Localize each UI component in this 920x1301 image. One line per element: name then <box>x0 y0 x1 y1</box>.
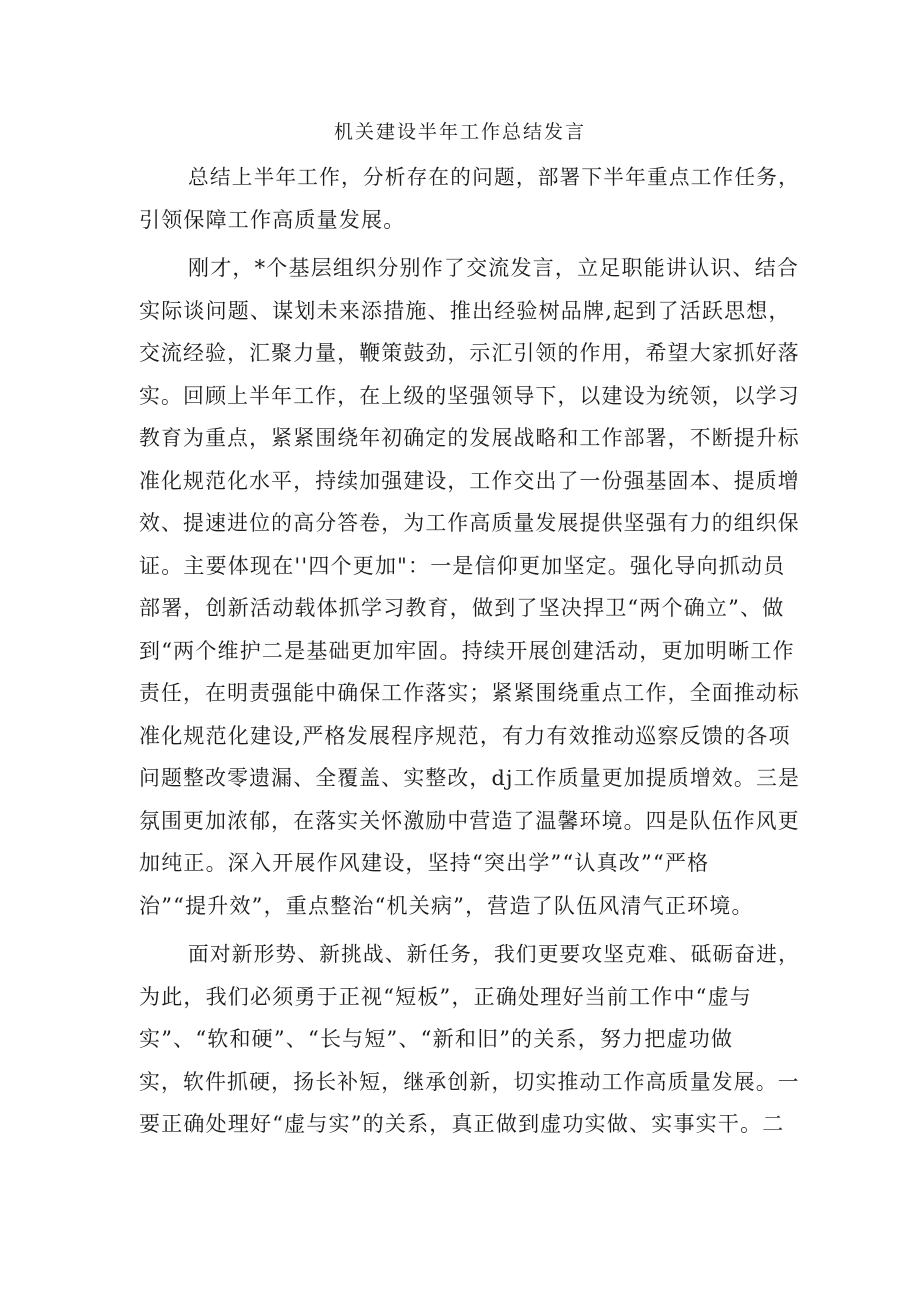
paragraph-line: 教育为重点，紧紧围绕年初确定的发展战略和工作部署，不断提升标 <box>139 426 800 450</box>
paragraph-line: 实。回顾上半年工作，在上级的坚强领导下，以建设为统领，以学习 <box>139 384 800 408</box>
paragraph-line: 实”、“软和硬”、“长与短”、“新和旧”的关系，努力把虚功做 <box>139 1027 734 1051</box>
paragraph-line: 部署，创新活动载体抓学习教育，做到了坚决捍卫“两个确立”、做 <box>139 596 785 620</box>
paragraph-line: 准化规范化水平，持续加强建设，工作交出了一份强基固本、提质增 <box>139 469 800 493</box>
paragraph-line: 效、提速进位的高分答卷，为工作高质量发展提供坚强有力的组织保 <box>139 511 800 535</box>
paragraph-line: 到“两个维护二是基础更加牢固。持续开展创建活动，更加明晰工作 <box>139 639 795 663</box>
paragraph-line: 准化规范化建设,严格发展程序规范，有力有效推动巡察反馈的各项 <box>139 724 791 748</box>
paragraph-line: 交流经验，汇聚力量，鞭策鼓劲，示汇引领的作用，希望大家抓好落 <box>139 341 800 365</box>
paragraph-line: 刚才，*个基层组织分别作了交流发言，立足职能讲认识、结合 <box>188 256 800 280</box>
document-title: 机关建设半年工作总结发言 <box>333 121 586 143</box>
paragraph-line: 氛围更加浓郁，在落实关怀激励中营造了温馨环境。四是队伍作风更 <box>139 809 800 833</box>
paragraph-line: 面对新形势、新挑战、新任务，我们更要攻坚克难、砥砺奋进， <box>188 942 800 966</box>
paragraph-line: 引领保障工作高质量发展。 <box>139 208 406 232</box>
paragraph-line: 要正确处理好“虚与实”的关系，真正做到虚功实做、实事实干。二 <box>139 1112 785 1136</box>
paragraph-line: 证。主要体现在''四个更加"：一是信仰更加坚定。强化导向抓动员 <box>139 554 786 578</box>
paragraph-line: 问题整改零遗漏、全覆盖、实整改，dj工作质量更加提质增效。三是 <box>139 766 801 790</box>
paragraph-line: 治”“提升效”，重点整治“机关病”，营造了队伍风清气正环境。 <box>139 894 754 918</box>
paragraph-line: 总结上半年工作，分析存在的问题，部署下半年重点工作任务， <box>188 165 800 189</box>
paragraph-line: 为此，我们必须勇于正视“短板”，正确处理好当前工作中“虚与 <box>139 985 753 1009</box>
paragraph-line: 实际谈问题、谋划未来添措施、推出经验树品牌,起到了活跃思想， <box>139 299 791 323</box>
paragraph-line: 实，软件抓硬，扬长补短，继承创新，切实推动工作高质量发展。一 <box>139 1070 800 1094</box>
paragraph-line: 责任，在明责强能中确保工作落实；紧紧围绕重点工作，全面推动标 <box>139 681 800 705</box>
paragraph-line: 加纯正。深入开展作风建设，坚持“突出学”“认真改”“严格 <box>139 851 710 875</box>
